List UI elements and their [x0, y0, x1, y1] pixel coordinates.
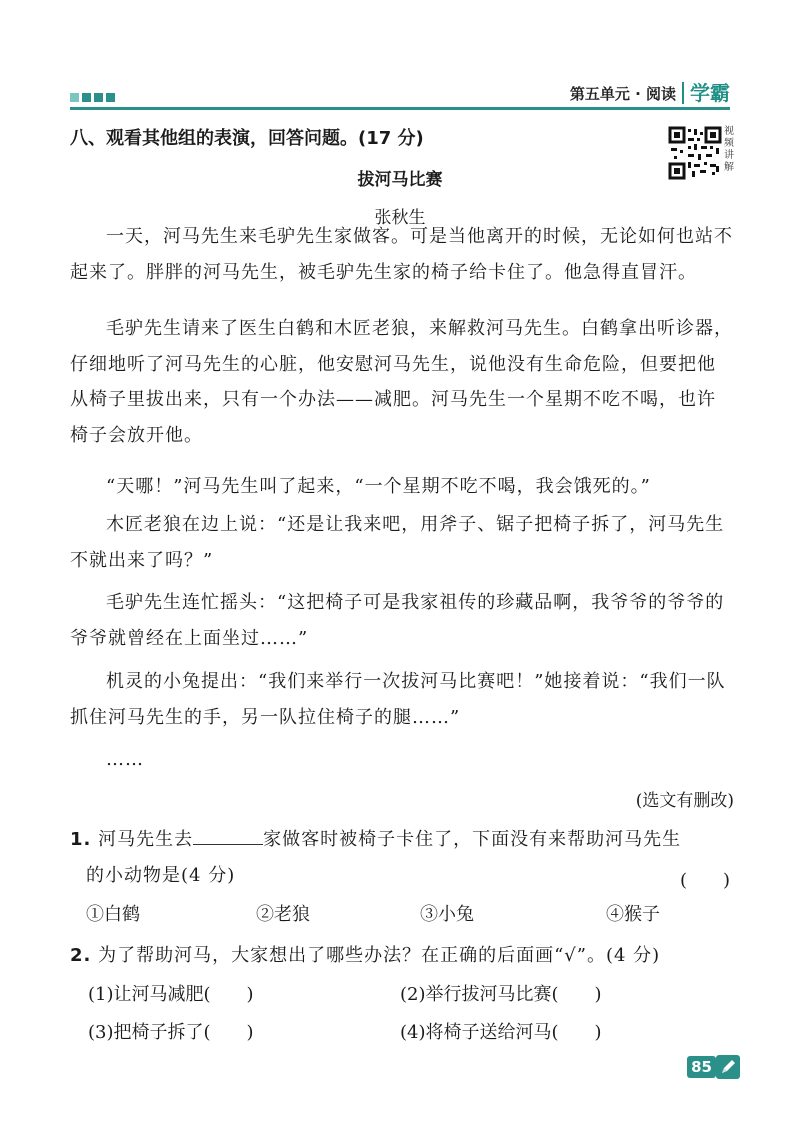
paragraph-ellipsis: ……: [106, 749, 144, 770]
section-title: 八、观看其他组的表演，回答问题。(17 分): [70, 128, 424, 149]
option-1: ①白鹤: [86, 904, 140, 925]
question-1: 1. 河马先生去 家做客时被椅子卡住了，下面没有来帮助河马先生: [70, 822, 681, 857]
pencil-icon: [716, 1055, 740, 1079]
choice-item[interactable]: (4)将椅子送给河马( ): [400, 1022, 602, 1043]
option-2: ②老狼: [256, 904, 310, 925]
answer-paren[interactable]: ( ): [679, 870, 730, 891]
paragraph-4: 木匠老狼在边上说：“还是让我来吧，用斧子、锯子把椅子拆了，河马先生不就出来了吗？”: [70, 514, 725, 571]
answer-blank[interactable]: [193, 826, 263, 845]
page-number-label: 85: [687, 1056, 716, 1078]
header-right: [570, 82, 730, 104]
header-decoration: [70, 93, 115, 102]
paragraph-1: 一天，河马先生来毛驴先生家做客。可是当他离开的时候，无论如何也站不起来了。胖胖的河马先生，被毛驴先生家的椅子给卡住了。他急得直冒汗。: [70, 226, 733, 283]
paragraph-2: 毛驴先生请来了医生白鹤和木匠老狼，来解救河马先生。白鹤拿出听诊器，仔细地听了河马先生的心脏，他安慰河马先生，说他没有生命危险，但要把他从椅子里拔出来，只有一个办法——减肥。河马先生一个星期不吃不喝，也许椅子会放开他。: [70, 318, 733, 446]
choice-item[interactable]: (3)把椅子拆了( ): [88, 1022, 254, 1043]
question-number: 2.: [70, 945, 92, 966]
article-title: 拔河马比赛: [357, 170, 443, 190]
question-2: 2. 为了帮助河马，大家想出了哪些办法？在正确的后面画“√”。(4 分): [70, 945, 661, 966]
paragraph-3: “天哪！”河马先生叫了起来，“一个星期不吃不喝，我会饿死的。”: [106, 476, 651, 497]
header-rule: [70, 107, 730, 110]
option-4: ④猴子: [606, 904, 660, 925]
page-number: [687, 1055, 740, 1079]
choice-item[interactable]: (1)让河马减肥( ): [88, 984, 254, 1005]
unit-title: 第五单元 · 阅读: [569, 85, 676, 103]
choice-item[interactable]: (2)举行拔河马比赛( ): [400, 984, 602, 1005]
paragraph-5: 毛驴先生连忙摇头：“这把椅子可是我家祖传的珍藏品啊，我爷爷的爷爷的爷爷就曾经在上面坐过……”: [70, 592, 725, 649]
question-1-cont: 的小动物是(4 分): [86, 865, 236, 886]
source-note: (选文有删改): [635, 791, 734, 811]
paragraph-6: 机灵的小兔提出：“我们来举行一次拔河马比赛吧！”她接着说：“我们一队抓住河马先生的手，另一队拉住椅子的腿……”: [70, 671, 726, 728]
brand-logo: 学霸: [682, 82, 730, 104]
article-author: 张秋生: [374, 208, 426, 228]
qr-label: 视 频 讲 解: [724, 126, 734, 173]
option-3: ③小兔: [420, 904, 474, 925]
question-number: 1.: [70, 829, 92, 850]
